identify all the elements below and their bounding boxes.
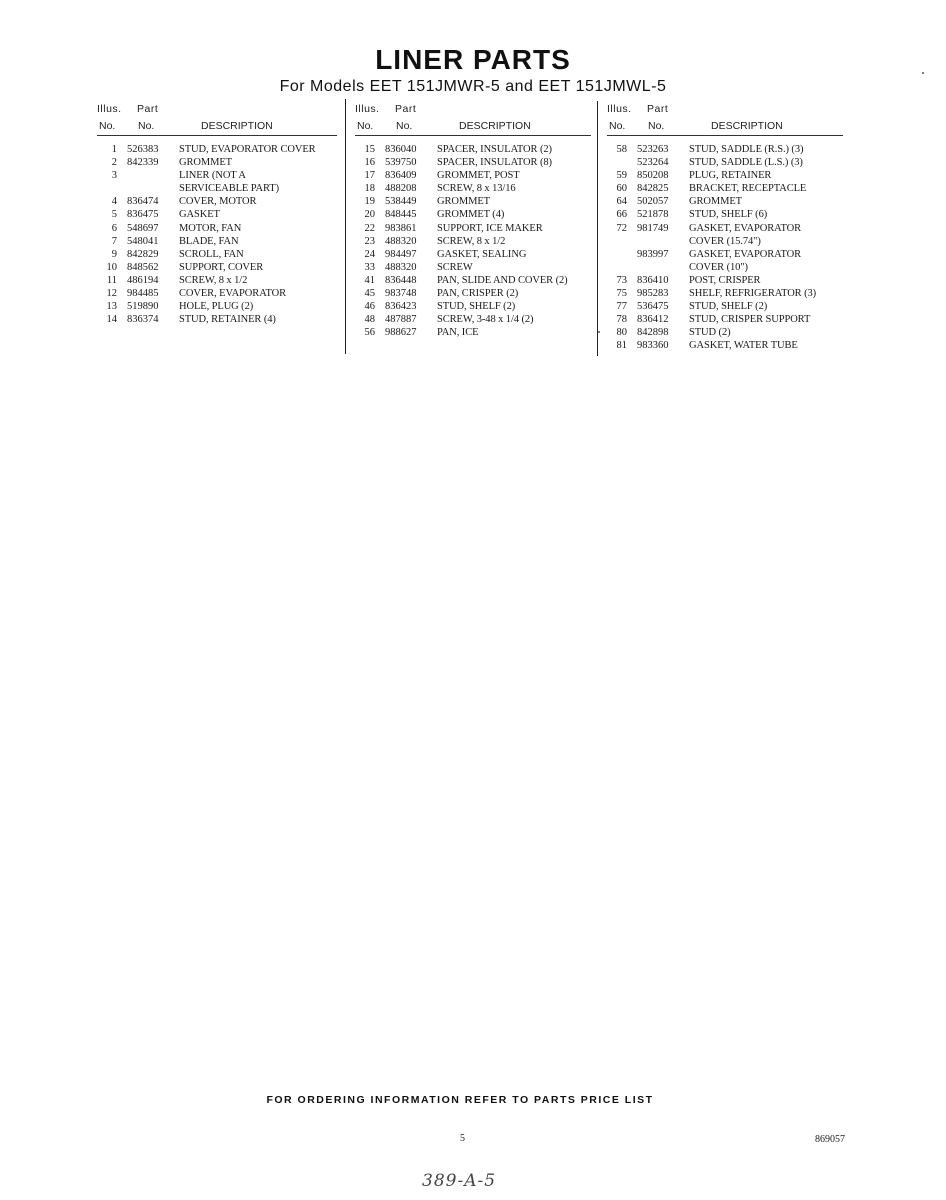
part-description: SUPPORT, COVER (179, 261, 264, 273)
part-number: 519890 (127, 301, 159, 313)
part-description: SHELF, REFRIGERATOR (3) (689, 288, 817, 300)
parts-row (607, 222, 843, 235)
part-description: STUD, EVAPORATOR COVER (179, 144, 316, 155)
part-description: SUPPORT, ICE MAKER (437, 222, 543, 234)
column-header (355, 100, 591, 135)
parts-row (355, 143, 591, 156)
parts-row (355, 156, 591, 169)
illus-number: 13 (106, 301, 117, 313)
header-illus-label: Illus. (355, 103, 380, 115)
illus-number: 75 (616, 288, 627, 300)
header-rule (355, 135, 591, 136)
part-description: SERVICEABLE PART) (179, 183, 279, 195)
part-description: COVER (15.74") (689, 235, 761, 247)
illus-number: 46 (364, 301, 375, 313)
part-number: 842339 (127, 157, 159, 169)
parts-row (355, 287, 591, 300)
part-description: STUD, CRISPER SUPPORT (689, 314, 811, 326)
illus-number: 48 (364, 314, 375, 326)
part-number: 985283 (637, 288, 669, 300)
parts-row (607, 235, 843, 248)
part-number: 836410 (637, 274, 669, 286)
parts-row (355, 313, 591, 326)
part-number: 983360 (637, 340, 669, 352)
header-description-label: DESCRIPTION (459, 120, 531, 132)
parts-row (607, 274, 843, 287)
part-description: GROMMET (4) (437, 209, 505, 221)
part-description: STUD, SHELF (2) (437, 301, 516, 313)
part-description: STUD, SHELF (6) (689, 209, 768, 221)
part-number: 548697 (127, 222, 159, 234)
illus-number: 64 (616, 196, 627, 208)
part-number: 548041 (127, 235, 159, 247)
parts-row (607, 248, 843, 261)
part-description: COVER, MOTOR (179, 196, 257, 208)
illus-number: 58 (616, 144, 627, 155)
parts-row (607, 326, 843, 339)
part-description: STUD, SADDLE (L.S.) (3) (689, 157, 803, 169)
part-number: 538449 (385, 196, 417, 208)
column-header (97, 100, 337, 135)
part-number: 984497 (385, 248, 417, 260)
parts-row (355, 300, 591, 313)
part-description: COVER, EVAPORATOR (179, 288, 287, 300)
illus-number: 80 (616, 327, 627, 339)
parts-row (607, 208, 843, 221)
parts-row (97, 300, 337, 313)
illus-number: 45 (364, 288, 375, 300)
parts-row (97, 182, 337, 195)
part-description: SPACER, INSULATOR (8) (437, 157, 552, 169)
illus-number: 6 (111, 222, 117, 234)
parts-row (607, 300, 843, 313)
illus-number: 81 (616, 340, 627, 352)
illus-number: 4 (111, 196, 117, 208)
part-number: 521878 (637, 209, 669, 221)
illus-number: 24 (364, 248, 375, 260)
illus-number: 73 (616, 274, 627, 286)
part-description: SCREW, 3-48 x 1/4 (2) (437, 314, 534, 326)
illus-number: 5 (111, 209, 117, 221)
part-description: SCROLL, FAN (179, 248, 244, 260)
part-description: BLADE, FAN (179, 235, 239, 247)
scan-speck (922, 72, 924, 74)
column-divider-2 (597, 101, 598, 356)
parts-row (355, 222, 591, 235)
part-number: 836040 (385, 144, 417, 155)
header-part-label: Part (137, 103, 159, 115)
parts-row (97, 195, 337, 208)
illus-number: 10 (106, 261, 117, 273)
parts-row (97, 287, 337, 300)
part-description: PLUG, RETAINER (689, 170, 772, 182)
column-header (607, 100, 843, 135)
parts-row (97, 274, 337, 287)
parts-row (607, 182, 843, 195)
part-description: GASKET, EVAPORATOR (689, 248, 801, 260)
part-description: SCREW, 8 x 13/16 (437, 183, 516, 195)
illus-number: 7 (111, 235, 117, 247)
illus-number: 77 (616, 301, 627, 313)
part-description: GROMMET, POST (437, 170, 520, 182)
part-number: 983861 (385, 222, 417, 234)
part-description: STUD, SHELF (2) (689, 301, 768, 313)
parts-row (97, 156, 337, 169)
header-illus-no-label: No. (99, 120, 116, 132)
illus-number: 72 (616, 222, 627, 234)
part-number: 848445 (385, 209, 417, 221)
illus-number: 20 (364, 209, 375, 221)
parts-list (97, 143, 337, 326)
illus-number: 14 (106, 314, 117, 326)
part-number: 981749 (637, 222, 669, 234)
header-part-label: Part (647, 103, 669, 115)
parts-row (97, 235, 337, 248)
illus-number: 9 (111, 248, 117, 260)
part-number: 488208 (385, 183, 417, 195)
page-number: 5 (460, 1133, 465, 1144)
parts-row (97, 143, 337, 156)
parts-row (607, 313, 843, 326)
part-description: HOLE, PLUG (2) (179, 301, 254, 313)
part-number: 836474 (127, 196, 159, 208)
header-part-no-label: No. (396, 120, 413, 132)
ordering-info-footer: FOR ORDERING INFORMATION REFER TO PARTS PRICE LIST (266, 1094, 654, 1106)
part-number: 523264 (637, 157, 669, 169)
illus-number: 60 (616, 183, 627, 195)
part-description: SCREW, 8 x 1/2 (437, 235, 506, 247)
part-number: 848562 (127, 261, 159, 273)
document-number: 869057 (815, 1134, 845, 1145)
part-number: 486194 (127, 274, 159, 286)
page-title: LINER PARTS (375, 44, 571, 75)
parts-row (355, 169, 591, 182)
illus-number: 78 (616, 314, 627, 326)
part-description: STUD, RETAINER (4) (179, 314, 276, 326)
part-description: STUD, SADDLE (R.S.) (3) (689, 144, 804, 155)
part-description: COVER (10") (689, 261, 748, 273)
part-description: PAN, CRISPER (2) (437, 288, 519, 300)
parts-row (97, 313, 337, 326)
illus-number: 1 (111, 144, 117, 155)
header-illus-no-label: No. (609, 120, 626, 132)
parts-row (607, 143, 843, 156)
part-description: MOTOR, FAN (179, 222, 242, 234)
part-description: GROMMET (689, 196, 742, 208)
part-number: 983748 (385, 288, 417, 300)
header-part-label: Part (395, 103, 417, 115)
parts-row (355, 261, 591, 274)
part-description: GASKET (179, 209, 220, 221)
part-description: SPACER, INSULATOR (2) (437, 144, 552, 155)
header-rule (607, 135, 843, 136)
parts-row (607, 261, 843, 274)
parts-row (97, 261, 337, 274)
illus-number: 22 (364, 222, 375, 234)
illus-number: 18 (364, 183, 375, 195)
header-illus-no-label: No. (357, 120, 374, 132)
illus-number: 56 (364, 327, 375, 339)
parts-row (97, 169, 337, 182)
part-description: PAN, SLIDE AND COVER (2) (437, 274, 568, 286)
part-number: 502057 (637, 196, 669, 208)
part-description: SCREW, 8 x 1/2 (179, 274, 248, 286)
parts-row (355, 235, 591, 248)
parts-row (607, 287, 843, 300)
header-description-label: DESCRIPTION (711, 120, 783, 132)
part-number: 984485 (127, 288, 159, 300)
illus-number: 2 (111, 157, 117, 169)
part-number: 836412 (637, 314, 669, 326)
header-illus-label: Illus. (607, 103, 632, 115)
part-number: 988627 (385, 327, 417, 339)
part-number: 488320 (385, 261, 417, 273)
part-number: 836448 (385, 274, 417, 286)
parts-column-3 (607, 100, 843, 353)
header-description-label: DESCRIPTION (201, 120, 273, 132)
part-number: 836409 (385, 170, 417, 182)
parts-row (355, 326, 591, 339)
illus-number: 16 (364, 157, 375, 169)
part-number: 850208 (637, 170, 669, 182)
header-rule (97, 135, 337, 136)
part-description: BRACKET, RECEPTACLE (689, 183, 807, 195)
part-number: 539750 (385, 157, 417, 169)
parts-row (355, 208, 591, 221)
part-description: GROMMET (179, 157, 232, 169)
illus-number: 17 (364, 170, 375, 182)
part-number: 488320 (385, 235, 417, 247)
illus-number: 66 (616, 209, 627, 221)
illus-number: 15 (364, 144, 375, 155)
part-description: STUD (2) (689, 327, 731, 339)
parts-row (97, 222, 337, 235)
part-number: 526383 (127, 144, 159, 155)
parts-row (607, 195, 843, 208)
part-description: GROMMET (437, 196, 490, 208)
parts-row (97, 248, 337, 261)
part-description: POST, CRISPER (689, 274, 761, 286)
part-description: GASKET, EVAPORATOR (689, 222, 801, 234)
part-number: 487887 (385, 314, 417, 326)
illus-number: 19 (364, 196, 375, 208)
parts-row (607, 169, 843, 182)
illus-number: 11 (106, 274, 117, 286)
part-description: SCREW (437, 261, 473, 273)
part-description: GASKET, WATER TUBE (689, 340, 798, 352)
illus-number: 59 (616, 170, 627, 182)
parts-column-1 (97, 100, 337, 326)
parts-column-2 (355, 100, 591, 339)
part-description: GASKET, SEALING (437, 248, 527, 260)
part-number: 842825 (637, 183, 669, 195)
parts-list (607, 143, 843, 353)
illus-number: 33 (364, 261, 375, 273)
part-description: PAN, ICE (437, 327, 479, 339)
illus-number: 3 (111, 170, 117, 182)
parts-row (355, 182, 591, 195)
column-divider-1 (345, 99, 346, 354)
illus-number: 23 (364, 235, 375, 247)
header-part-no-label: No. (648, 120, 665, 132)
part-number: 836374 (127, 314, 159, 326)
scan-speck (598, 331, 600, 333)
header-illus-label: Illus. (97, 103, 122, 115)
part-number: 536475 (637, 301, 669, 313)
header-part-no-label: No. (138, 120, 155, 132)
part-number: 836475 (127, 209, 159, 221)
illus-number: 12 (106, 288, 117, 300)
parts-row (355, 195, 591, 208)
part-number: 523263 (637, 144, 669, 155)
part-number: 836423 (385, 301, 417, 313)
part-number: 983997 (637, 248, 669, 260)
parts-list (355, 143, 591, 339)
part-number: 842829 (127, 248, 159, 260)
illus-number: 41 (364, 274, 375, 286)
parts-row (97, 208, 337, 221)
part-number: 842898 (637, 327, 669, 339)
parts-row (607, 156, 843, 169)
part-description: LINER (NOT A (179, 170, 246, 182)
handwritten-note: 389-A-5 (422, 1171, 497, 1191)
page-subtitle: For Models EET 151JMWR-5 and EET 151JMWL-5 (279, 78, 667, 95)
parts-row (355, 248, 591, 261)
parts-row (355, 274, 591, 287)
parts-row (607, 339, 843, 352)
